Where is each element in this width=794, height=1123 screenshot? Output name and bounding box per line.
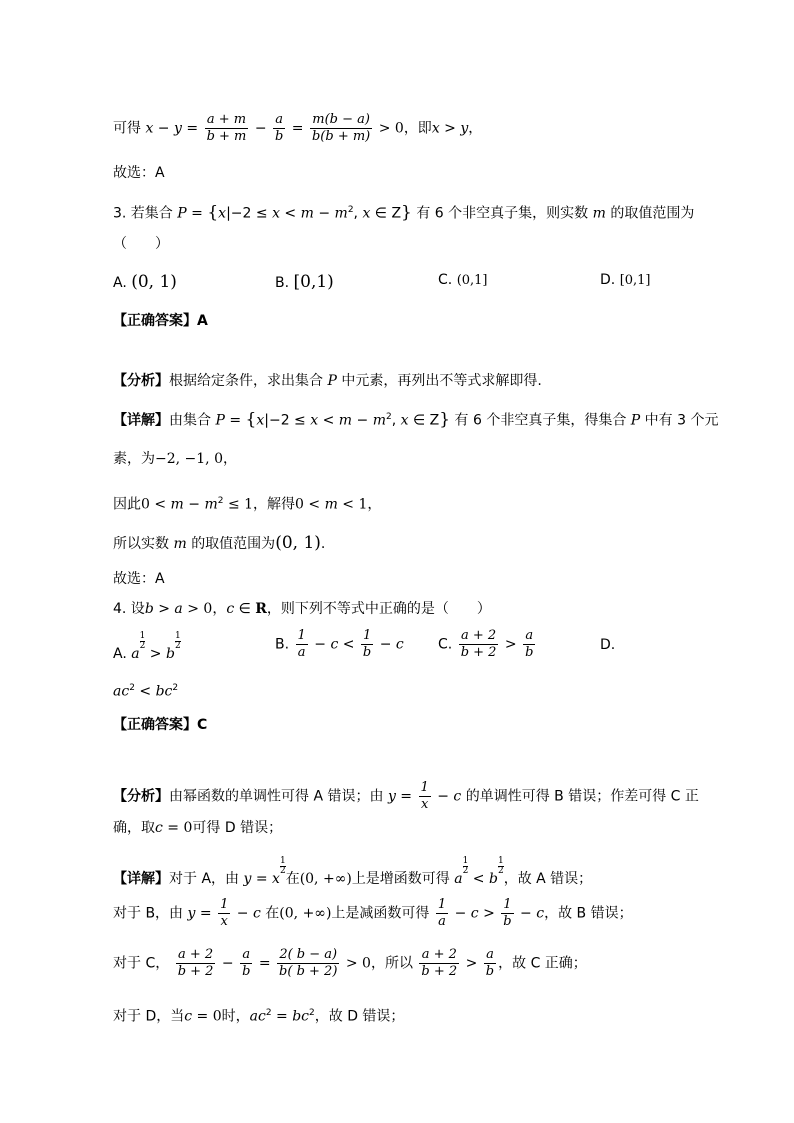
analysis-4-line2: 确，取c = 0可得 D 错误； (113, 820, 283, 836)
value: (0, 1) (131, 272, 177, 292)
text: 3. 若集合 (113, 205, 173, 222)
option-4a: A. a $\frac{1}{2}$ > b $\frac{1}{2}$ (113, 631, 181, 662)
detail-3-line3: 因此$0 < m - m^2 \le 1$，解得0 < m < 1， (113, 496, 382, 513)
text: 所以实数 (113, 536, 169, 552)
value: [0,1) (293, 272, 334, 292)
text: ，即 (403, 120, 432, 137)
detail-4-d: 对于 D，当c = 0时，$ac^2 = bc^2$，故 D 错误； (113, 1008, 405, 1025)
text: 有 6 个非空真子集，则实数 (416, 205, 589, 222)
option-4b: B. $\frac{1}{a}$ − c < $\frac{1}{b}$ − c (275, 628, 404, 660)
option-4c: C. $\frac{a + 2}{b + 2}$ > $\frac{a}{b}$ (438, 628, 534, 660)
tag: 【详解】 (113, 412, 169, 429)
text: 对于 C， (113, 955, 170, 972)
tag: 【分析】 (113, 788, 169, 805)
text: ，所以 (370, 955, 413, 972)
text: ，解得 (253, 496, 296, 513)
text: 中元素，再列出不等式求解即得. (341, 373, 542, 389)
text: 在 (265, 905, 280, 922)
text: 中有 3 个元 (644, 412, 719, 429)
text: 对于 B，由 (113, 905, 184, 922)
option-b (275, 272, 334, 292)
text: . (320, 536, 326, 552)
detail-3-line4: 所以实数 m 的取值范围为(0, 1). (113, 533, 326, 553)
answer-4: 【正确答案】C (113, 717, 208, 733)
detail-4-c: 对于 C， $\frac{a + 2}{b + 2}$ − $\frac{a}{b}$ = $\frac{2( b - a)}{b( b + 2)}$ > 0，所以 $\frac{a + 2}{b + 2}$ > $\frac{a}{b}$ ，故 C 正确； (113, 947, 587, 979)
text: 4. 设 (113, 601, 145, 617)
answer-3: 【正确答案】A (113, 313, 208, 329)
text: ， (468, 120, 483, 137)
tag: 【分析】 (113, 373, 169, 389)
label: C. (438, 272, 453, 288)
option-a (113, 272, 177, 292)
text: 的单调性可得 B 错误；作差可得 C 正 (465, 788, 699, 805)
label: B. (275, 636, 290, 653)
text: 对于 A，由 (169, 871, 240, 887)
option-c (438, 272, 488, 288)
option-4d-value: $ac^2 < bc^2$ (113, 683, 179, 700)
detail-4-b: 对于 B，由 y = $\frac{1}{x}$ − c 在(0, +∞)上是减函数可得 $\frac{1}{a}$ − c > $\frac{1}{b}$ − c，故 B 错误； (113, 897, 633, 929)
text: 在 (285, 871, 300, 887)
analysis-3: 【分析】根据给定条件，求出集合 P 中元素，再列出不等式求解即得. (113, 373, 542, 389)
question-4: 4. 设b > a > 0，c ∈ R，则下列不等式中正确的是（ ） (113, 601, 491, 617)
text: ，故 B 错误； (544, 905, 633, 922)
text: ，故 A 错误； (503, 871, 593, 887)
text: ，故 C 正确； (498, 955, 587, 972)
text: 的取值范围为 (610, 205, 695, 222)
text: 对于 D，当 (113, 1008, 185, 1025)
label: C. (438, 636, 453, 653)
paren: （ ） (113, 236, 169, 252)
option-d (600, 272, 651, 288)
text: 可得 (113, 120, 141, 137)
question-3: 3. 若集合 $P = \{x|-2 \le x < m - m^2$, x ∈ Z} 有 6 个非空真子集，则实数 m 的取值范围为 (113, 202, 695, 223)
text: 有 6 个非空真子集，得集合 (454, 412, 627, 429)
value: (0,1] (456, 273, 488, 288)
tag: 【详解】 (113, 871, 169, 887)
detail-4-a: 【详解】对于 A，由 y = x $\frac{1}{2}$ 在(0, +∞)上是增函数可得 a $\frac{1}{2}$ < b $\frac{1}{2}$ ，故 A 错误； (113, 856, 593, 887)
text: 时， (221, 1008, 250, 1025)
detail-3-line1: 【详解】由集合 $P = \{x|-2 \le x < m - m^2$, x ∈ Z} 有 6 个非空真子集，得集合 P 中有 3 个元 (113, 409, 719, 430)
choose-line: 故选：A (113, 165, 165, 181)
option-4d (600, 637, 615, 653)
text: 上是增函数可得 (351, 871, 450, 887)
text: ，故 D 错误； (314, 1008, 405, 1025)
label: D. (600, 637, 616, 653)
analysis-4-line1: 【分析】由幂函数的单调性可得 A 错误；由 y = $\frac{1}{x}$ − c 的单调性可得 B 错误；作差可得 C 正 (113, 780, 699, 812)
label: B. (275, 275, 290, 291)
label: A. (113, 275, 127, 291)
text: ， (367, 496, 382, 513)
text: 素，为 (113, 451, 155, 467)
label: A. (113, 646, 127, 662)
text: 由集合 (169, 412, 211, 429)
detail-3-line2: 素，为−2, −1, 0， (113, 451, 237, 467)
text: 可得 D 错误； (192, 820, 283, 836)
text: ， (222, 451, 237, 467)
text: 根据给定条件，求出集合 (169, 373, 323, 389)
text: 因此 (113, 496, 141, 513)
text: 由幂函数的单调性可得 A 错误；由 (169, 788, 384, 805)
text: 确，取 (113, 820, 155, 836)
choose-3: 故选：A (113, 571, 165, 587)
text: ， (212, 601, 227, 617)
text: ，则下列不等式中正确的是（ ） (266, 601, 491, 617)
label: D. (600, 272, 616, 288)
text: 的取值范围为 (191, 536, 276, 552)
value: [0,1] (619, 273, 651, 288)
text: 上是减函数可得 (331, 905, 430, 922)
derivation-line: 可得 x − y = $\frac{a + m}{b + m}$ − $\frac{a}{b}$ = $\frac{m(b - a)}{b(b + m)}$ > 0，即x > y， (113, 112, 483, 144)
